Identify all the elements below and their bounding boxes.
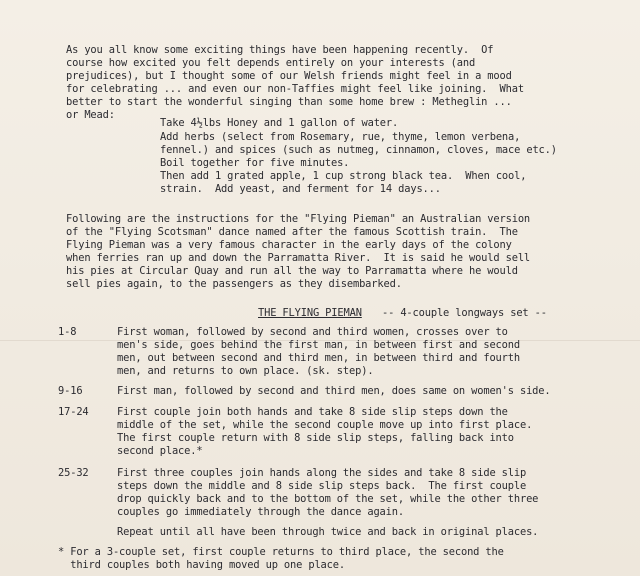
figure-line: middle of the set, while the second couple move up into first place. [117, 419, 533, 431]
figure-line: First couple join both hands and take 8 side slip steps down the [117, 406, 508, 418]
following-line: of the "Flying Scotsman" dance named after the famous Scottish train. The [66, 226, 518, 238]
recipe-line: Boil together for five minutes. [160, 157, 350, 169]
following-line: Flying Pieman was a very famous character in the early days of the colony [66, 239, 512, 251]
figure-line: couples go immediately through the dance again. [117, 506, 404, 518]
following-line: Following are the instructions for the "Flying Pieman" an Australian version [66, 213, 531, 225]
repeat-note: Repeat until all have been through twice and back in original places. [117, 526, 539, 538]
intro-line: better to start the wonderful singing than some home brew : Metheglin ... [66, 96, 512, 108]
footnote-line: third couples both having moved up one place. [58, 559, 345, 571]
figure-bars: 1-8 [58, 326, 77, 338]
dance-subtitle: -- 4-couple longways set -- [382, 307, 547, 319]
figure-line: men, and returns to own place. (sk. step). [117, 365, 374, 377]
footnote-line: * For a 3-couple set, first couple returns to third place, the second the [58, 546, 504, 558]
figure-bars: 9-16 [58, 385, 83, 397]
recipe-line: fennel.) and spices (such as nutmeg, cinnamon, cloves, mace etc.) [160, 144, 557, 156]
figure-line: steps down the middle and 8 side slip steps back. The first couple [117, 480, 527, 492]
intro-line: or Mead: [66, 109, 115, 121]
dance-title: THE FLYING PIEMAN [258, 307, 362, 319]
recipe-line: Add herbs (select from Rosemary, rue, thyme, lemon verbena, [160, 131, 521, 143]
figure-line: second place.* [117, 445, 203, 457]
following-line: his pies at Circular Quay and run all the way to Parramatta where he would [66, 265, 518, 277]
figure-line: men, out between second and third men, in between third and fourth [117, 352, 520, 364]
intro-line: for celebrating ... and even our non-Taffies might feel like joining. What [66, 83, 524, 95]
figure-bars: 25-32 [58, 467, 89, 479]
figure-line: men's side, goes behind the first man, in between first and second [117, 339, 520, 351]
figure-line: First three couples join hands along the sides and take 8 side slip [117, 467, 527, 479]
figure-bars: 17-24 [58, 406, 89, 418]
intro-line: As you all know some exciting things have been happening recently. Of [66, 44, 494, 56]
figure-line: First woman, followed by second and third women, crosses over to [117, 326, 508, 338]
recipe-line: Take 4½lbs Honey and 1 gallon of water. [160, 117, 399, 129]
intro-line: prejudices), but I thought some of our Welsh friends might feel in a mood [66, 70, 512, 82]
recipe-line: Then add 1 grated apple, 1 cup strong black tea. When cool, [160, 170, 527, 182]
figure-line: First man, followed by second and third men, does same on women's side. [117, 385, 551, 397]
figure-line: The first couple return with 8 side slip steps, falling back into [117, 432, 514, 444]
following-line: sell pies again, to the passengers as they disembarked. [66, 278, 402, 290]
recipe-line: strain. Add yeast, and ferment for 14 days... [160, 183, 441, 195]
figure-line: drop quickly back and to the bottom of the set, while the other three [117, 493, 539, 505]
intro-line: course how excited you felt depends entirely on your interests (and [66, 57, 476, 69]
following-line: when ferries ran up and down the Parramatta River. It is said he would sell [66, 252, 531, 264]
